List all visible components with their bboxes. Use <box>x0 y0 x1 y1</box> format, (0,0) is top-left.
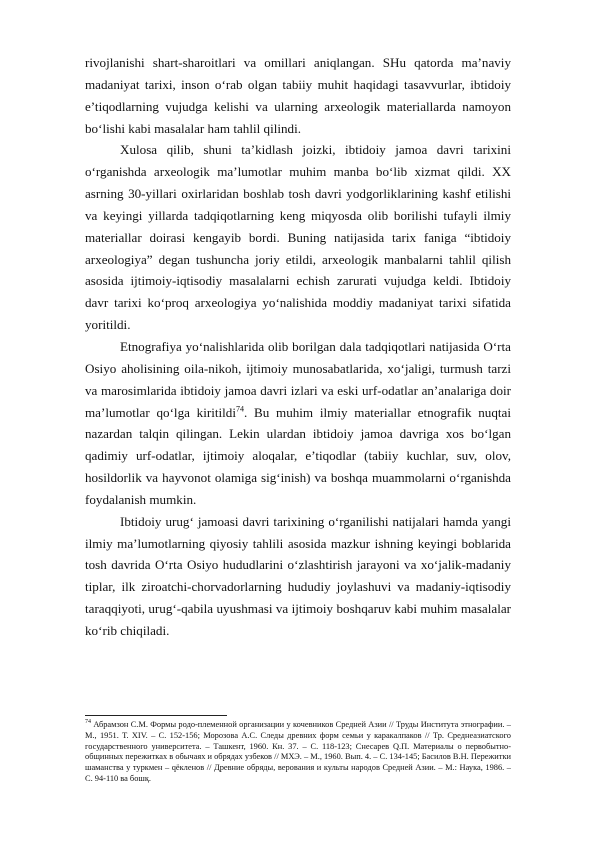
footnote-reference[interactable]: 74 <box>235 404 244 414</box>
paragraph-4: Ibtidoiy urug‘ jamoasi davri tarixining o‘rganilishi natijalari hamda yangi ilmiy ma’lumotlarning qiyosiy tahlili asosida mazkur ishning keyingi boblarida tosh davrida O‘rta Osiyo hududlarini o‘zlashtirish jarayoni va xo‘jalik-madaniy tiplar, ilk ziroatchi-chorvadorlarning hududiy joylashuvi va madaniy-iqtisodiy taraqqiyoti, urug‘-qabila uyushmasi va ijtimoiy boshqaruv kabi muhim masalalar ko‘rib chiqiladi. <box>85 513 511 638</box>
footnote-divider <box>85 715 227 716</box>
paragraph-3-text-before: Etnografiya yo‘nalishlarida olib borilgan dala tadqiqotlari natijasida O‘rta Osiyo aholisining oila-nikoh, ijtimoiy munosabatlarida, xo‘jaligi, turmush tarzi va marosimlarida ibtidoiy jamoa davri izlari va eski urf-odatlar an’analariga doir ma’lumotlar qo‘lga kiritildi <box>85 338 511 420</box>
footnote-text: Абрамзон С.М. Формы родо-племенной организации у кочевников Средней Азии // Труды Института этнографии. – М., 1951. Т. XIV. – С. 152-156; Морозова А.С. Следы древних форм семьи у каракалпаков // Тр. Среднеазиатского государственного университета. – Ташкент, 1960. Кн. 37. – С. 118-123; Снесарев Q.П. Материалы о первобытно-общинных пережитках в обычаях и обрядах узбеков // МХЭ. – М., 1960. Вып. 4. – С. 134-145; Басилов В.Н. Пережитки шаманства у туркмен – qёклeнов // Древние обряды, верования и культы народов Средней Азии. – М.: Наука, 1986. – С. 94-110 ва бошқ. <box>85 720 511 783</box>
paragraph-3 <box>85 336 511 511</box>
footnote <box>85 720 511 785</box>
footnote-number: 74 <box>85 719 91 726</box>
paragraph-2: Xulosa qilib, shuni ta’kidlash joizki, ibtidoiy jamoa davri tarixini o‘rganishda arxeologik ma’lumotlar muhim manba bo‘lib xizmat qildi. XX asrning 30-yillari oxirlaridan boshlab tosh davri yodgorliklarining kashf etilishi va keyingi yillarda tadqiqotlarning keng miqyosda olib borilishi tufayli ilmiy materiallar doirasi kengayib bordi. Buning natijasida tarix faniga “ibtidoiy arxeologiya” degan tushuncha joriy etildi, arxeologik manbalarni tahlil qilish asosida ijtimoiy-iqtisodiy masalalarni echish zarurati vujudga keldi. Ibtidoiy davr tarixi ko‘proq arxeologiya yo‘nalishida moddiy madaniyat tarixi sifatida yoritildi. <box>85 142 511 333</box>
paragraph-1: rivojlanishi shart-sharoitlari va omillari aniqlangan. SHu qatorda ma’naviy madaniyat tarixi, inson o‘rab olgan tabiiy muhit haqidagi tasavvurlar, ibtidoiy e’tiqodlarning vujudga kelishi va ularning arxeologik materiallarda namoyon bo‘lishi kabi masalalar ham tahlil qilindi. <box>85 55 511 136</box>
paragraph-3-text-after: . Bu muhim ilmiy materiallar etnografik nuqtai nazardan talqin qilingan. Lekin ulardan ibtidoiy jamoa davriga xos bo‘lgan qadimiy urf-odatlar, ijtimoiy aloqalar, e’tiqodlar (tabiiy kuchlar, suv, olov, hosildorlik va hayvonot olamiga sig‘inish) va boshqa muammolarni o‘rganishda foydalanish mumkin. <box>85 404 511 507</box>
body-text <box>85 52 511 642</box>
